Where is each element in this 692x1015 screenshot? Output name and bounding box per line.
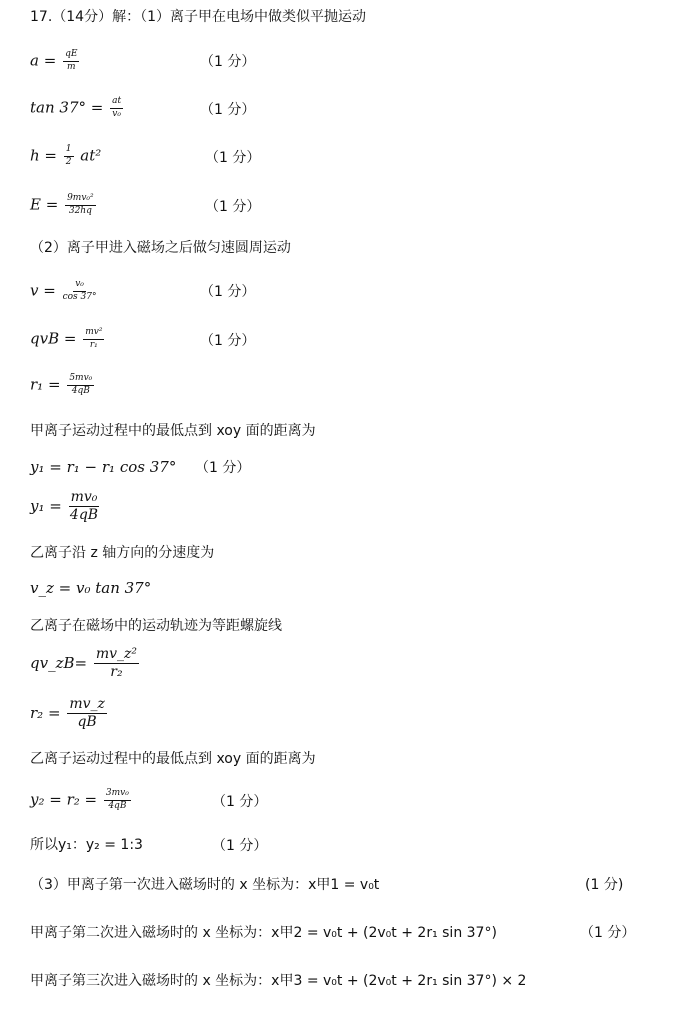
score-mark: （1 分） — [580, 925, 636, 941]
equation-h: h = $\frac{1}{2}$ at² — [30, 144, 102, 167]
problem-header: 17.（14分）解：（1）离子甲在电场中做类似平抛运动 — [30, 9, 366, 25]
part-2-heading: （2）离子甲进入磁场之后做匀速圆周运动 — [30, 240, 291, 256]
helix-text: 乙离子在磁场中的运动轨迹为等距螺旋线 — [30, 618, 282, 634]
equation-qvzB: qv_zB= $\frac{\text{mv\_z²}}{\text{r₂}}$ — [30, 646, 138, 681]
equation-qvB: qvB = $\frac{\text{mv²}}{\text{r₁}}$ — [30, 327, 103, 350]
equation-r1: r₁ = $\frac{\text{5mv₀}}{4qB}$ — [30, 373, 93, 396]
score-mark: （1 分） — [205, 150, 261, 166]
lowest-point-jia-text: 甲离子运动过程中的最低点到 xoy 面的距离为 — [30, 423, 316, 439]
score-mark: （1 分） — [200, 284, 256, 300]
part-3-third-entry: 甲离子第三次进入磁场时的 x 坐标为：x甲3 = v₀t + (2v₀t + 2r₁ sin 37°) × 2 — [30, 973, 527, 989]
part-3-second-entry: 甲离子第二次进入磁场时的 x 坐标为：x甲2 = v₀t + (2v₀t + 2r₁ sin 37°) — [30, 925, 497, 941]
ratio-line: 所以y₁：y₂ = 1:3 — [30, 837, 143, 853]
score-mark: (1 分) — [585, 877, 624, 893]
equation-v: v = $\frac{\text{v₀}}{\cos 37^\circ}$ — [30, 279, 97, 302]
equation-tan: tan 37° = $\frac{at}{\text{v₀}}$ — [30, 96, 122, 119]
score-mark: （1 分） — [212, 838, 268, 854]
equation-r2: r₂ = $\frac{mv\_z}{qB}$ — [30, 696, 105, 731]
equation-y2: y₂ = r₂ = $\frac{\text{3mv₀}}{4qB}$ — [30, 788, 129, 811]
score-mark: （1 分） — [200, 54, 256, 70]
score-mark: （1 分） — [195, 460, 251, 476]
score-mark: （1 分） — [200, 333, 256, 349]
score-mark: （1 分） — [200, 102, 256, 118]
equation-y1-a: y₁ = r₁ − r₁ cos 37° — [30, 458, 177, 476]
score-mark: （1 分） — [205, 199, 261, 215]
equation-E: E = $\frac{\text{9mv₀²}}{32hq}$ — [30, 193, 94, 216]
equation-y1-b: y₁ = $\frac{\text{mv₀}}{4qB}$ — [30, 489, 99, 524]
part-3-first-entry: （3）甲离子第一次进入磁场时的 x 坐标为：x甲1 = v₀t — [30, 877, 380, 893]
lowest-point-yi-text: 乙离子运动过程中的最低点到 xoy 面的距离为 — [30, 751, 316, 767]
score-mark: （1 分） — [212, 794, 268, 810]
equation-vz: v_z = v₀ tan 37° — [30, 579, 152, 597]
equation-a: a = $\frac{qE}{m}$ — [30, 49, 78, 72]
vz-text: 乙离子沿 z 轴方向的分速度为 — [30, 545, 215, 561]
